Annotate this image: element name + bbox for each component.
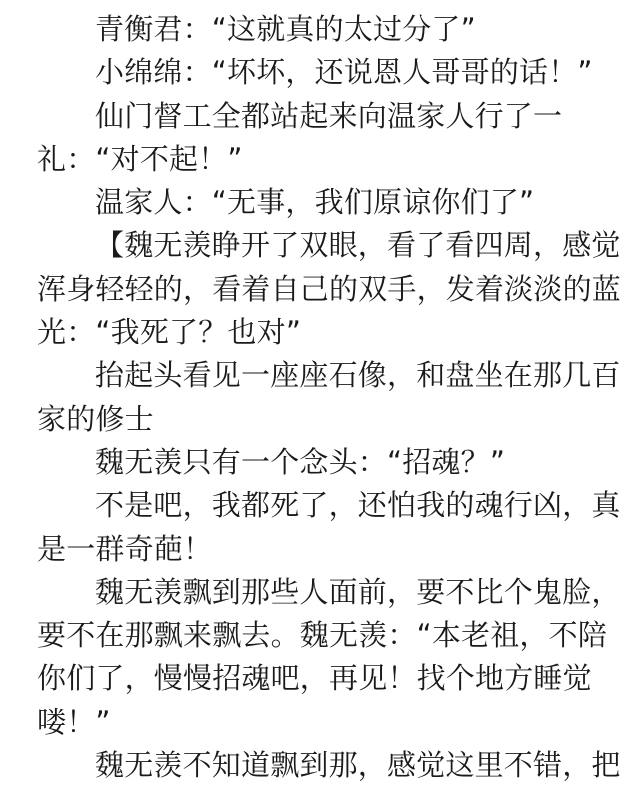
text-line: 喽！” [37, 704, 111, 739]
text-line: 家的修士 [37, 401, 154, 436]
text-line: 抬起头看见一座座石像，和盘坐在那几百 [95, 358, 621, 393]
text-line: 【魏无羡睁开了双眼，看了看四周，感觉 [95, 228, 621, 263]
text-line: 浑身轻轻的，看着自己的双手，发着淡淡的蓝 [37, 271, 622, 306]
text-line: 温家人：“无事，我们原谅你们了” [95, 185, 535, 220]
text-line: 是一群奇葩！ [37, 531, 213, 566]
text-line: 青衡君：“这就真的太过分了” [95, 12, 476, 46]
text-line: 魏无羡不知道飘到那，感觉这里不错，把 [95, 748, 621, 783]
text-line: 要不在那飘来飘去。魏无羡：“本老祖，不陪 [37, 618, 608, 653]
text-line: 不是吧，我都死了，还怕我的魂行凶，真 [95, 488, 621, 523]
story-text [37, 8, 622, 787]
text-line: 仙门督工全都站起来向温家人行了一 [95, 98, 563, 133]
text-line: 小绵绵：“坏坏，还说恩人哥哥的话！” [95, 55, 593, 90]
text-line: 魏无羡只有一个念头：“招魂？” [95, 444, 506, 479]
text-line: 礼：“对不起！” [37, 141, 243, 176]
text-line: 你们了，慢慢招魂吧，再见！找个地方睡觉 [37, 661, 592, 696]
text-line: 魏无羡飘到那些人面前，要不比个鬼脸， [95, 574, 621, 609]
text-line: 光：“我死了？也对” [37, 315, 302, 350]
